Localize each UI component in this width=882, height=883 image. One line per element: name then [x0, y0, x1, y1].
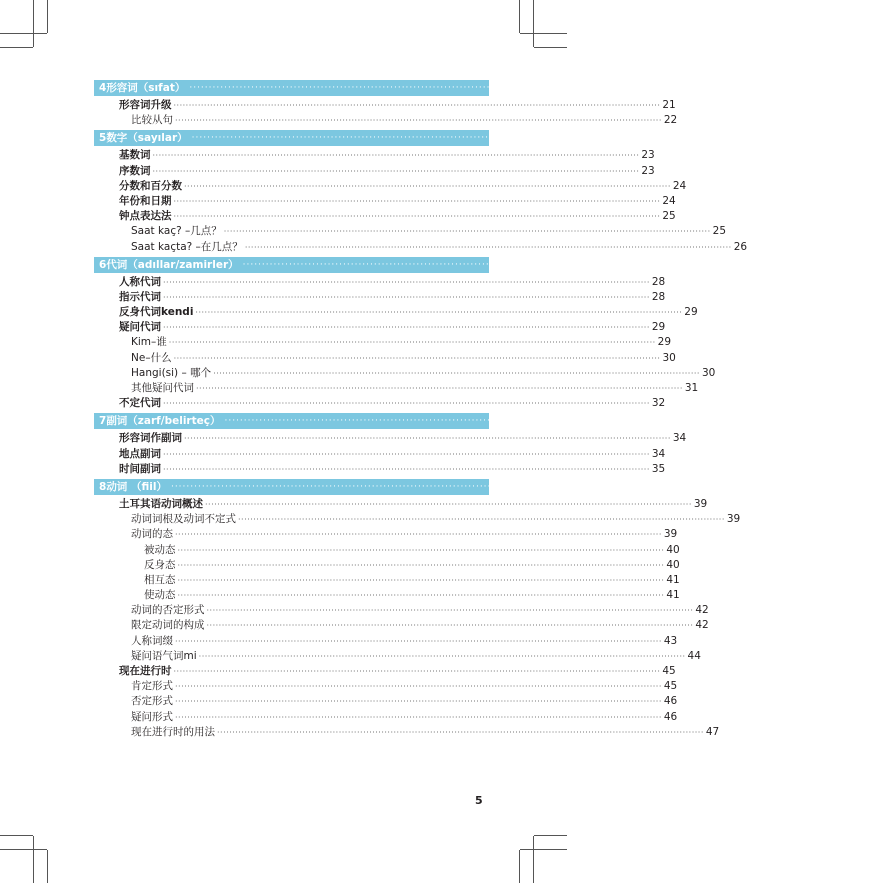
dot-leader: ································································································································································: [175, 712, 662, 722]
dot-leader: ································································································································································: [175, 116, 662, 126]
toc-entry[interactable]: [94, 634, 678, 649]
toc-entry-label: 人称代词: [119, 275, 161, 288]
toc-entry-label: 年份和日期: [119, 194, 172, 207]
toc-entry[interactable]: [94, 618, 709, 633]
toc-entry-label: 地点副词: [119, 447, 161, 460]
toc-entry-page: 28: [651, 275, 666, 288]
toc-entry-page: 29: [657, 336, 672, 349]
toc-entry-label: 现在进行时: [119, 665, 172, 677]
toc-entry-label: Saat kaç? –几点？: [131, 225, 222, 238]
toc-entry-page: 45: [662, 665, 676, 677]
toc-entry-label: 疑问形式: [131, 710, 173, 723]
toc-entry-page: 31: [684, 382, 699, 394]
dot-leader: ································································································································································: [173, 667, 661, 676]
crop-mark: [33, 836, 34, 883]
toc-entry-label: 肯定形式: [131, 680, 173, 693]
chapter-title: 代词（adıllar/zamirler）: [106, 258, 239, 271]
toc-entry[interactable]: [94, 527, 678, 542]
toc-entry[interactable]: [94, 224, 727, 239]
toc-entry-label: Kim–谁: [131, 336, 167, 349]
toc-entry-page: 23: [641, 149, 655, 162]
toc-entry[interactable]: [94, 320, 666, 335]
crop-mark: [534, 47, 567, 48]
dot-leader: ································································································································································: [205, 499, 692, 509]
dot-leader: ································································································································································: [223, 227, 711, 237]
dot-leader: ································································································································································: [238, 515, 725, 525]
dot-leader: ································································································································································: [206, 606, 694, 616]
crop-mark: [534, 835, 567, 836]
crop-mark: [533, 836, 534, 883]
chapter-heading[interactable]: [94, 479, 806, 495]
dot-leader: ································································································································································: [163, 449, 650, 459]
toc-entry-page: 35: [651, 462, 666, 475]
crop-mark: [0, 47, 33, 48]
chapter-title: 副词（zarf/belirteç）: [106, 415, 221, 428]
dot-leader: ································································································································································: [173, 353, 661, 363]
chapter-page: 23: [812, 132, 826, 145]
chapter-page: 39: [791, 480, 806, 493]
toc-entry-page: 45: [663, 680, 678, 693]
toc-entry-page: 40: [666, 558, 680, 571]
dot-leader: ································································································································································: [206, 621, 694, 631]
toc-entry-label: 使动态: [144, 589, 176, 602]
toc-entry-label: 形容词作副词: [119, 432, 182, 445]
toc-entry-page: 24: [662, 194, 676, 207]
toc-entry-label: 比较从句: [131, 114, 173, 127]
toc-entry[interactable]: [94, 462, 666, 477]
toc-entry-label: 动词的态: [131, 528, 173, 541]
toc-entry-label: 限定动词的构成: [131, 619, 205, 632]
toc-entry[interactable]: [94, 694, 678, 709]
toc-entry-label: 反身代词kendi: [119, 306, 194, 319]
dot-leader: ································································································································································: [242, 259, 861, 270]
dot-leader: ································································································································································: [184, 434, 671, 444]
dot-leader: ································································································································································: [175, 682, 662, 692]
toc-entry-label: Ne–什么: [131, 351, 172, 364]
crop-mark: [519, 0, 520, 33]
toc-entry-label: 不定代词: [119, 397, 161, 410]
toc-entry-label: 人称词缀: [131, 634, 173, 647]
toc-entry[interactable]: [94, 396, 666, 411]
toc-entry-page: 43: [663, 634, 678, 647]
toc-entry-label: 动词词根及动词不定式: [131, 513, 236, 526]
dot-leader: ································································································································································: [217, 727, 704, 737]
dot-leader: ································································································································································: [175, 530, 662, 540]
toc-entry[interactable]: [94, 381, 699, 396]
toc-entry-label: 指示代词: [119, 290, 161, 303]
toc-entry-page: 40: [666, 543, 680, 556]
crop-mark: [0, 33, 47, 34]
toc-entry-page: 34: [672, 432, 687, 445]
toc-entry[interactable]: [94, 209, 676, 224]
toc-entry-label: Saat kaçta? –在几点？: [131, 240, 243, 253]
toc-entry-page: 39: [663, 528, 678, 541]
crop-mark: [520, 849, 567, 850]
toc-entry-label: 反身态: [144, 558, 176, 571]
crop-mark: [47, 0, 48, 33]
section-gap: [94, 740, 489, 742]
dot-leader: ································································································································································: [168, 338, 656, 348]
toc-entry-label: 动词的否定形式: [131, 604, 205, 617]
toc-entry-page: 26: [733, 240, 748, 253]
toc-entry-label: 形容词升级: [119, 99, 172, 111]
toc-entry-page: 21: [662, 99, 676, 111]
toc-entry[interactable]: [94, 335, 672, 350]
toc-entry[interactable]: [94, 512, 741, 527]
toc-entry-page: 24: [672, 179, 687, 192]
toc-entry[interactable]: [94, 497, 708, 512]
toc-entry-page: 39: [693, 497, 708, 510]
toc-entry[interactable]: [94, 710, 678, 725]
toc-entry-page: 42: [695, 604, 709, 617]
toc-entry[interactable]: [94, 447, 666, 462]
toc-entry-label: 序数词: [119, 164, 151, 177]
dot-leader: ································································································································································: [184, 181, 671, 191]
chapter-page: 34: [845, 415, 859, 428]
dot-leader: ································································································································································: [170, 481, 789, 492]
toc-entry-page: 29: [651, 321, 666, 334]
toc-entry[interactable]: [94, 164, 655, 179]
toc-entry[interactable]: [94, 98, 676, 113]
dot-leader: ································································································································································: [173, 196, 661, 206]
toc-entry-page: 30: [701, 366, 716, 379]
toc-entry[interactable]: [94, 588, 680, 603]
table-of-contents: [94, 80, 877, 742]
chapter-heading[interactable]: [94, 130, 826, 146]
toc-entry[interactable]: [94, 649, 701, 664]
chapter-heading[interactable]: [94, 80, 824, 96]
toc-entry[interactable]: [94, 351, 676, 366]
chapter-title: 动词 （fiil）: [106, 480, 167, 493]
toc-entry-label: Hangi(si) – 哪个: [131, 366, 212, 379]
dot-leader: ································································································································································: [152, 151, 640, 161]
toc-entry-label: 疑问代词: [119, 321, 161, 334]
toc-entry-label: 土耳其语动词概述: [119, 497, 203, 510]
dot-leader: ································································································································································: [244, 242, 732, 252]
toc-entry[interactable]: [94, 664, 676, 679]
chapter-heading[interactable]: [94, 413, 859, 429]
toc-entry-label: 被动态: [144, 543, 176, 556]
dot-leader: ································································································································································: [175, 636, 662, 646]
toc-entry[interactable]: [94, 179, 687, 194]
dot-leader: ································································································································································: [163, 277, 650, 287]
dot-leader: ································································································································································: [163, 323, 650, 333]
crop-mark: [519, 850, 520, 883]
chapter-number: 7: [99, 415, 107, 428]
dot-leader: ································································································································································: [152, 166, 640, 176]
toc-entry-page: 25: [712, 225, 727, 238]
dot-leader: ································································································································································: [177, 591, 665, 601]
toc-entry-label: 其他疑问代词: [131, 382, 194, 394]
toc-entry[interactable]: [94, 148, 655, 163]
toc-entry-label: 基数词: [119, 149, 151, 162]
toc-entry-page: 28: [651, 290, 666, 303]
dot-leader: ································································································································································: [177, 545, 665, 555]
toc-entry[interactable]: [94, 275, 666, 290]
chapter-number: 4: [99, 82, 107, 94]
crop-mark: [0, 849, 47, 850]
crop-mark: [520, 33, 567, 34]
toc-entry-page: 42: [695, 619, 709, 632]
dot-leader: ································································································································································: [163, 464, 650, 474]
toc-entry-label: 否定形式: [131, 695, 173, 708]
chapter-title: 数字（sayılar）: [106, 132, 188, 145]
toc-entry-page: 32: [651, 397, 666, 410]
dot-leader: ································································································································································: [198, 651, 686, 661]
toc-entry[interactable]: [94, 558, 680, 573]
toc-entry-label: 钟点表达法: [119, 210, 172, 223]
dot-leader: ································································································································································: [163, 292, 650, 302]
dot-leader: ································································································································································: [189, 83, 808, 93]
toc-entry-page: 46: [663, 695, 678, 708]
toc-entry-label: 现在进行时的用法: [131, 725, 215, 738]
toc-entry-label: 时间副词: [119, 462, 161, 475]
toc-entry[interactable]: [94, 431, 687, 446]
dot-leader: ································································································································································: [173, 212, 661, 222]
toc-entry-page: 39: [726, 513, 741, 526]
toc-entry-page: 44: [687, 649, 701, 662]
dot-leader: ································································································································································: [224, 416, 843, 427]
dot-leader: ································································································································································: [177, 560, 665, 570]
page-number: 5: [475, 794, 483, 807]
crop-mark: [33, 0, 34, 47]
toc-entry[interactable]: [94, 194, 676, 209]
dot-leader: ································································································································································: [177, 575, 665, 585]
crop-mark: [533, 0, 534, 47]
dot-leader: ································································································································································: [191, 133, 810, 144]
dot-leader: ································································································································································: [213, 368, 700, 378]
toc-entry-page: 41: [666, 573, 680, 586]
toc-entry-page: 46: [663, 710, 678, 723]
toc-entry[interactable]: [94, 543, 680, 558]
toc-entry-page: 30: [662, 351, 676, 364]
dot-leader: ································································································································································: [175, 697, 662, 707]
toc-entry-page: 41: [666, 589, 680, 602]
toc-entry-label: 相互态: [144, 573, 176, 586]
toc-entry[interactable]: [94, 366, 716, 381]
toc-entry[interactable]: [94, 240, 748, 255]
toc-entry[interactable]: [94, 113, 678, 128]
crop-mark: [0, 835, 33, 836]
chapter-page: 21: [810, 82, 824, 94]
toc-entry[interactable]: [94, 725, 720, 740]
toc-entry-page: 22: [663, 114, 678, 127]
crop-mark: [47, 850, 48, 883]
toc-entry[interactable]: [94, 603, 709, 618]
dot-leader: ································································································································································: [163, 399, 650, 409]
chapter-number: 5: [99, 132, 107, 145]
toc-entry[interactable]: [94, 679, 678, 694]
toc-entry-page: 23: [641, 164, 655, 177]
dot-leader: ································································································································································: [173, 101, 661, 110]
chapter-title: 形容词（sıfat）: [106, 82, 186, 94]
toc-entry[interactable]: [94, 573, 680, 588]
toc-entry-page: 47: [705, 725, 720, 738]
toc-entry-label: 疑问语气词mi: [131, 649, 197, 662]
toc-entry[interactable]: [94, 305, 698, 320]
chapter-number: 8: [99, 480, 107, 493]
chapter-heading[interactable]: [94, 257, 877, 273]
toc-entry[interactable]: [94, 290, 666, 305]
chapter-number: 6: [99, 258, 107, 271]
toc-entry-label: 分数和百分数: [119, 179, 182, 192]
dot-leader: ································································································································································: [196, 384, 683, 393]
dot-leader: ································································································································································: [195, 308, 683, 318]
toc-entry-page: 34: [651, 447, 666, 460]
toc-entry-page: 29: [684, 306, 698, 319]
toc-entry-page: 25: [662, 210, 676, 223]
chapter-page: 28: [863, 258, 877, 271]
